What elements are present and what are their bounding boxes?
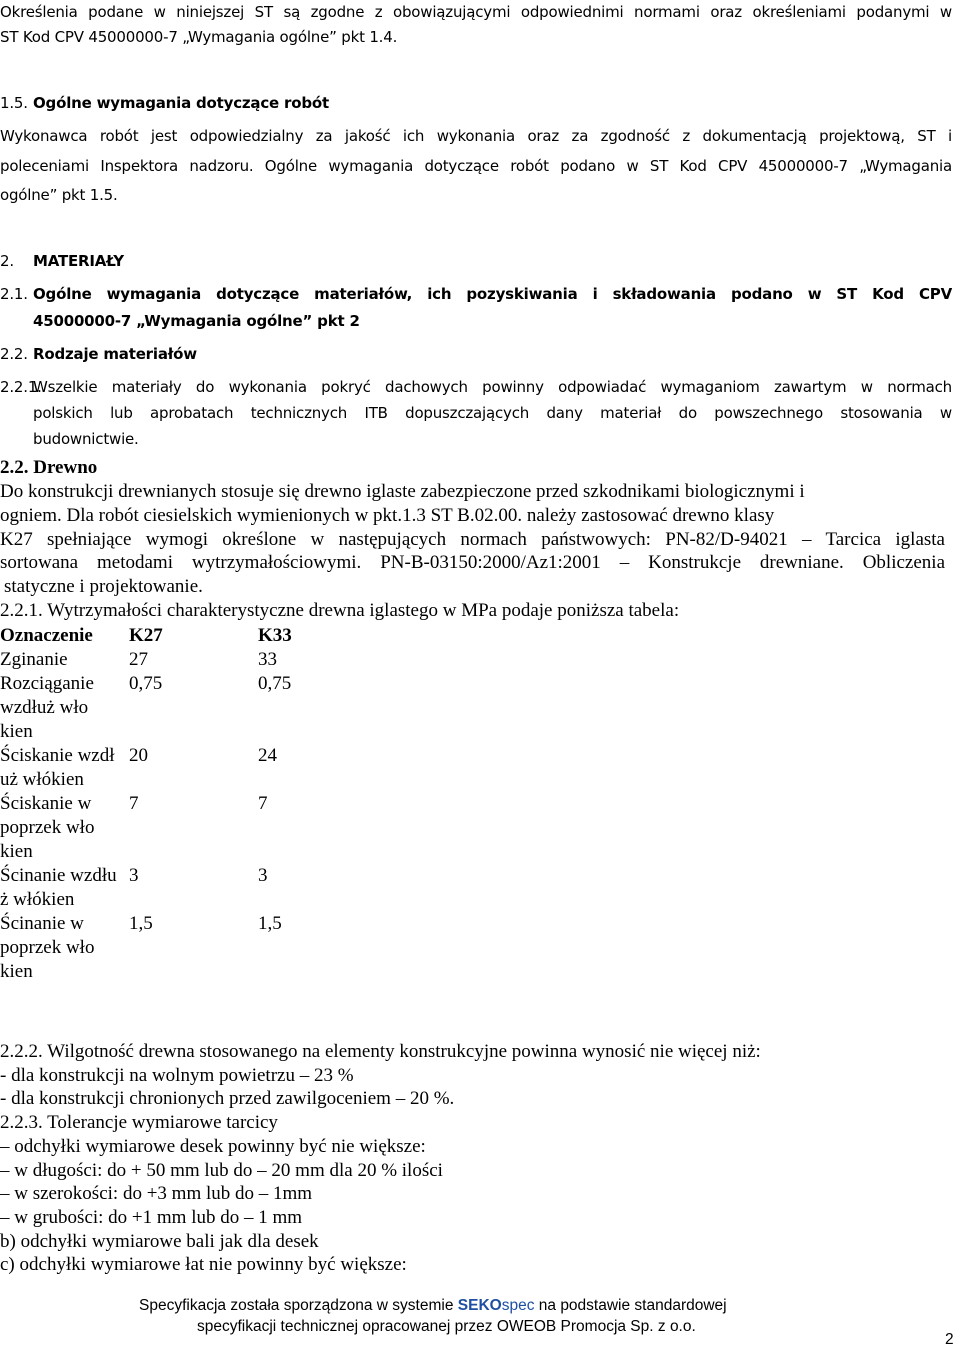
- table-header-cell: K33: [258, 625, 292, 646]
- footer-line-2: specyfikacji technicznej opracowanej przez OWEOB Promocja Sp. z o.o.: [197, 1318, 696, 1335]
- table-row: [0, 648, 387, 672]
- section-2-title: MATERIAŁY: [33, 252, 124, 270]
- table-row: [0, 672, 387, 744]
- section-2-1-line-2: 45000000-7 „Wymagania ogólne” pkt 2: [33, 312, 360, 330]
- drewno-line-1: Do konstrukcji drewnianych stosuje się drewno iglaste zabezpieczone przed szkodnikami biologicznymi i: [0, 481, 805, 502]
- table-cell-name-line: ż włókien: [0, 889, 75, 910]
- text-line: b) odchyłki wymiarowe bali jak dla desek: [0, 1231, 319, 1252]
- table-cell-name: [0, 864, 129, 912]
- drewno-line-4: sortowana metodami wytrzymałościowymi. PN-B-03150:2000/Az1:2001 – Konstrukcje drewniane. Obliczenia: [0, 552, 945, 573]
- drewno-line-5: statyczne i projektowanie.: [4, 576, 203, 597]
- table-cell-name: [0, 672, 129, 744]
- table-cell-k33: 1,5: [258, 913, 282, 934]
- table-row: [0, 864, 387, 912]
- table-row: [0, 792, 387, 864]
- section-2-2-title: Rodzaje materiałów: [33, 345, 197, 363]
- section-2-number: 2.: [0, 252, 14, 270]
- table-cell-name: [0, 912, 129, 984]
- table-cell-k27: 0,75: [129, 673, 163, 694]
- sekospec-logo: [458, 1297, 535, 1314]
- footer-pre: Specyfikacja została sporządzona w systemie: [139, 1297, 454, 1314]
- section-1-5-line-1: Wykonawca robót jest odpowiedzialny za jakość ich wykonania oraz za zgodność z dokumentacją projektową, ST i: [0, 127, 952, 145]
- intro-line-1: Określenia podane w niniejszej ST są zgodne z obowiązującymi odpowiednimi normami oraz określeniami podanymi w: [0, 3, 952, 21]
- table-cell-k33: 33: [258, 649, 277, 670]
- section-1-5-title: Ogólne wymagania dotyczące robót: [33, 94, 329, 112]
- table-cell-name-line: uż włókien: [0, 769, 84, 790]
- section-2-1-number: 2.1.: [0, 285, 28, 303]
- table-header-cell: Oznaczenie: [0, 625, 93, 646]
- text-line: – w szerokości: do +3 mm lub do – 1mm: [0, 1183, 313, 1204]
- table-cell-name-line: Ściskanie wzdł: [0, 745, 115, 766]
- section-1-5-line-2: poleceniami Inspektora nadzoru. Ogólne wymagania dotyczące robót podano w ST Kod CPV 45000000-7 „Wymagania: [0, 157, 952, 175]
- section-2-2-1-number: 2.2.1.: [0, 378, 42, 396]
- section-2-1-line-1: Ogólne wymagania dotyczące materiałów, ich pozyskiwania i składowania podano w ST Kod CPV: [33, 285, 952, 303]
- table-cell-k33: 0,75: [258, 673, 292, 694]
- text-line: - dla konstrukcji chronionych przed zawilgoceniem – 20 %.: [0, 1088, 455, 1109]
- table-cell-name: [0, 744, 129, 792]
- table-cell-k33: 24: [258, 745, 277, 766]
- section-2-2-1-line-1: Wszelkie materiały do wykonania pokryć dachowych powinny odpowiadać wymaganiom zawartym w normach: [33, 378, 952, 396]
- intro-line-2: ST Kod CPV 45000000-7 „Wymagania ogólne” pkt 1.4.: [0, 28, 398, 46]
- table-cell-name-line: Ścinanie wzdłu: [0, 865, 117, 886]
- drewno-line-3: K27 spełniające wymogi określone w następujących normach państwowych: PN-82/D-94021 – Tarcica iglasta: [0, 529, 945, 550]
- text-line: c) odchyłki wymiarowe łat nie powinny być większe:: [0, 1254, 407, 1275]
- table-cell-k27: 27: [129, 649, 148, 670]
- table-cell-name: [0, 648, 129, 672]
- table-cell-k27: 3: [129, 865, 139, 886]
- table-cell-name-line: Ściskanie w: [0, 793, 92, 814]
- section-1-5-number: 1.5.: [0, 94, 28, 112]
- table-cell-k27: 20: [129, 745, 148, 766]
- table-cell-name-line: Rozciąganie: [0, 673, 94, 694]
- table-cell-name-line: Ścinanie w: [0, 913, 84, 934]
- table-cell-name-line: kien: [0, 961, 33, 982]
- table-cell-name-line: wzdłuż wło: [0, 697, 89, 718]
- table-row: [0, 744, 387, 792]
- table-cell-k27: 7: [129, 793, 139, 814]
- section-2-2-1-line-3: budownictwie.: [33, 430, 139, 448]
- section-1-5-line-3: ogólne” pkt 1.5.: [0, 186, 118, 204]
- text-line: – w grubości: do +1 mm lub do – 1 mm: [0, 1207, 303, 1228]
- drewno-line-2: ogniem. Dla robót ciesielskich wymienionych w pkt.1.3 ST B.02.00. należy zastosować drewno klasy: [0, 505, 775, 526]
- text-line: 2.2.3. Tolerancje wymiarowe tarcicy: [0, 1112, 278, 1133]
- table-cell-k33: 7: [258, 793, 268, 814]
- logo-spec: spec: [501, 1297, 535, 1314]
- paragraph-2-2-1: 2.2.1. Wytrzymałości charakterystyczne drewna iglastego w MPa podaje poniższa tabela:: [0, 600, 680, 621]
- table-cell-name-line: poprzek wło: [0, 937, 95, 958]
- text-line: - dla konstrukcji na wolnym powietrzu – 23 %: [0, 1065, 354, 1086]
- drewno-heading: 2.2. Drewno: [0, 457, 98, 478]
- footer-post: na podstawie standardowej: [538, 1297, 727, 1314]
- text-line: 2.2.2. Wilgotność drewna stosowanego na elementy konstrukcyjne powinna wynosić nie więcej niż:: [0, 1041, 761, 1062]
- footer-line-1: [139, 1297, 727, 1315]
- table-cell-name-line: poprzek wło: [0, 817, 95, 838]
- logo-seko: SEKO: [457, 1297, 502, 1314]
- text-line: – odchyłki wymiarowe desek powinny być nie większe:: [0, 1136, 426, 1157]
- table-header-cell: K27: [129, 625, 163, 646]
- section-2-2-number: 2.2.: [0, 345, 28, 363]
- table-cell-name: [0, 792, 129, 864]
- strength-table: [0, 624, 387, 984]
- table-cell-k33: 3: [258, 865, 268, 886]
- table-cell-name-line: kien: [0, 721, 33, 742]
- table-body: [0, 648, 387, 984]
- section-2-2-1-line-2: polskich lub aprobatach technicznych ITB dopuszczających dany materiał do powszechnego stosowania w: [33, 404, 952, 422]
- table-row: [0, 912, 387, 984]
- table-cell-name-line: kien: [0, 841, 33, 862]
- page-number: 2: [945, 1331, 954, 1348]
- table-cell-k27: 1,5: [129, 913, 153, 934]
- table-cell-name-line: Zginanie: [0, 649, 68, 670]
- table-header-row: [0, 624, 387, 648]
- text-line: – w długości: do + 50 mm lub do – 20 mm dla 20 % ilości: [0, 1160, 443, 1181]
